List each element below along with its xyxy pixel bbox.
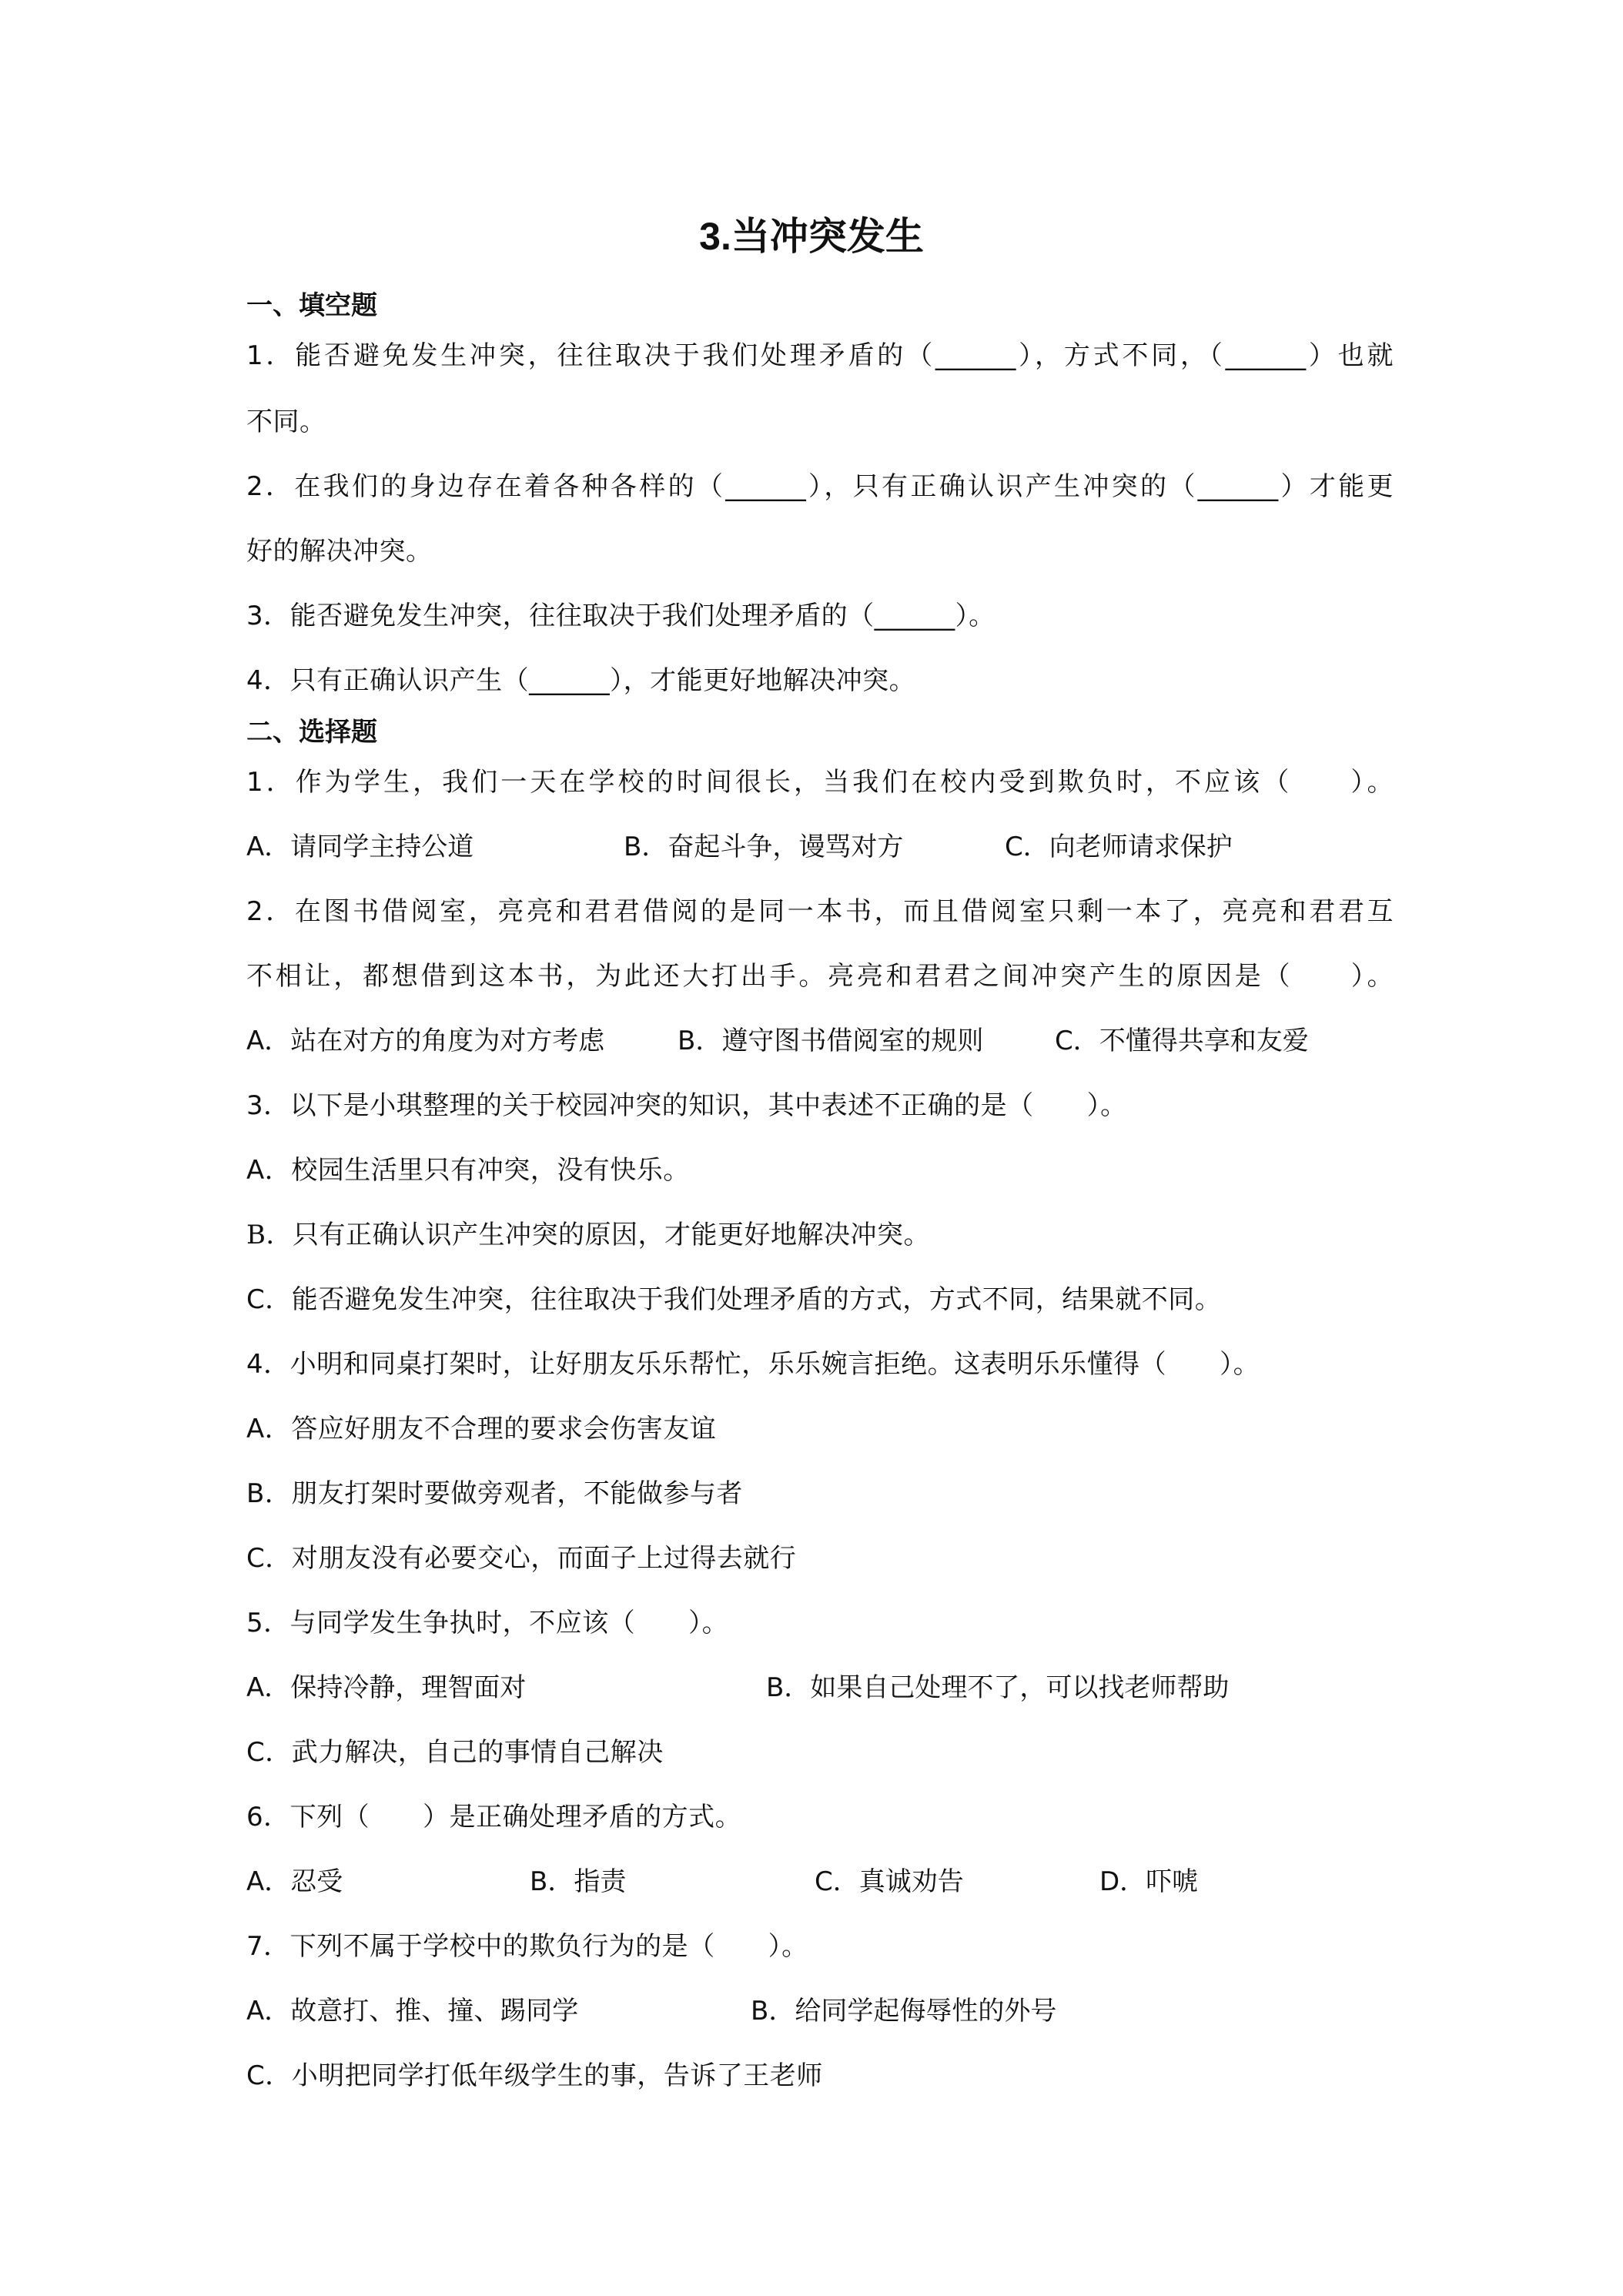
choice-q1-option-a: A．请同学主持公道 xyxy=(246,832,474,862)
choice-q1-stem: 1．作为学生，我们一天在学校的时间很长，当我们在校内受到欺负时，不应该（ ）。 xyxy=(246,767,1394,798)
choice-q1-option-b: B．奋起斗争，谩骂对方 xyxy=(624,832,904,862)
choice-q3-option-a: A．校园生活里只有冲突，没有快乐。 xyxy=(246,1155,690,1186)
choice-q5-option-a: A．保持冷静，理智面对 xyxy=(246,1672,527,1703)
choice-q1-option-c: C．向老师请求保护 xyxy=(1005,832,1233,862)
page-title: 3.当冲突发生 xyxy=(699,215,924,258)
choice-q2-option-a: A．站在对方的角度为对方考虑 xyxy=(246,1026,605,1056)
choice-q7-stem: 7．下列不属于学校中的欺负行为的是（ ）。 xyxy=(246,1931,808,1962)
choice-q4-option-c: C．对朋友没有必要交心，而面子上过得去就行 xyxy=(246,1543,797,1574)
choice-q4-stem: 4．小明和同桌打架时，让好朋友乐乐帮忙，乐乐婉言拒绝。这表明乐乐懂得（ ）。 xyxy=(246,1349,1260,1380)
choice-q6-option-a: A．忍受 xyxy=(246,1866,343,1897)
fill-blank-q3: 3．能否避免发生冲突，往往取决于我们处理矛盾的（______）。 xyxy=(246,601,996,631)
choice-q4-option-a: A．答应好朋友不合理的要求会伤害友谊 xyxy=(246,1414,717,1444)
choice-q7-option-c: C．小明把同学打低年级学生的事，告诉了王老师 xyxy=(246,2060,823,2091)
choice-q2-option-c: C．不懂得共享和友爱 xyxy=(1055,1026,1309,1056)
choice-q6-option-c: C．真诚劝告 xyxy=(815,1866,964,1897)
fill-blank-q2-line1: 2．在我们的身边存在着各种各样的（______），只有正确认识产生冲突的（______）才能更 xyxy=(246,471,1394,502)
fill-blank-q2-line2: 好的解决冲突。 xyxy=(246,536,433,567)
choice-q3-option-c: C．能否避免发生冲突，往往取决于我们处理矛盾的方式，方式不同，结果就不同。 xyxy=(246,1284,1222,1315)
choice-q6-option-d: D．吓唬 xyxy=(1099,1866,1199,1897)
fill-blank-q1-line1: 1．能否避免发生冲突，往往取决于我们处理矛盾的（______），方式不同，（______）也就 xyxy=(246,340,1394,371)
section-heading-fill-blank: 一、填空题 xyxy=(246,290,377,321)
choice-q2-stem-line1: 2．在图书借阅室，亮亮和君君借阅的是同一本书，而且借阅室只剩一本了，亮亮和君君互 xyxy=(246,896,1394,927)
choice-q6-option-b: B．指责 xyxy=(530,1866,627,1897)
choice-q4-option-b: B．朋友打架时要做旁观者，不能做参与者 xyxy=(246,1478,743,1509)
fill-blank-q1-line2: 不同。 xyxy=(246,407,326,437)
choice-q7-option-b: B．给同学起侮辱性的外号 xyxy=(751,1996,1057,2027)
choice-q2-stem-line2: 不相让，都想借到这本书，为此还大打出手。亮亮和君君之间冲突产生的原因是（ ）。 xyxy=(246,961,1394,992)
fill-blank-q4: 4．只有正确认识产生（______），才能更好地解决冲突。 xyxy=(246,665,916,696)
choice-q7-option-a: A．故意打、推、撞、踢同学 xyxy=(246,1996,579,2027)
choice-q5-stem: 5．与同学发生争执时，不应该（ ）。 xyxy=(246,1608,729,1638)
choice-q3-stem: 3．以下是小琪整理的关于校园冲突的知识，其中表述不正确的是（ ）。 xyxy=(246,1090,1127,1121)
choice-q5-option-c: C．武力解决，自己的事情自己解决 xyxy=(246,1737,664,1768)
section-heading-choice: 二、选择题 xyxy=(246,717,377,748)
choice-q5-option-b: B．如果自己处理不了，可以找老师帮助 xyxy=(766,1672,1230,1703)
choice-q6-stem: 6．下列（ ）是正确处理矛盾的方式。 xyxy=(246,1802,742,1832)
choice-q2-option-b: B．遵守图书借阅室的规则 xyxy=(678,1026,984,1056)
choice-q3-option-b: B．只有正确认识产生冲突的原因，才能更好地解决冲突。 xyxy=(246,1220,930,1250)
